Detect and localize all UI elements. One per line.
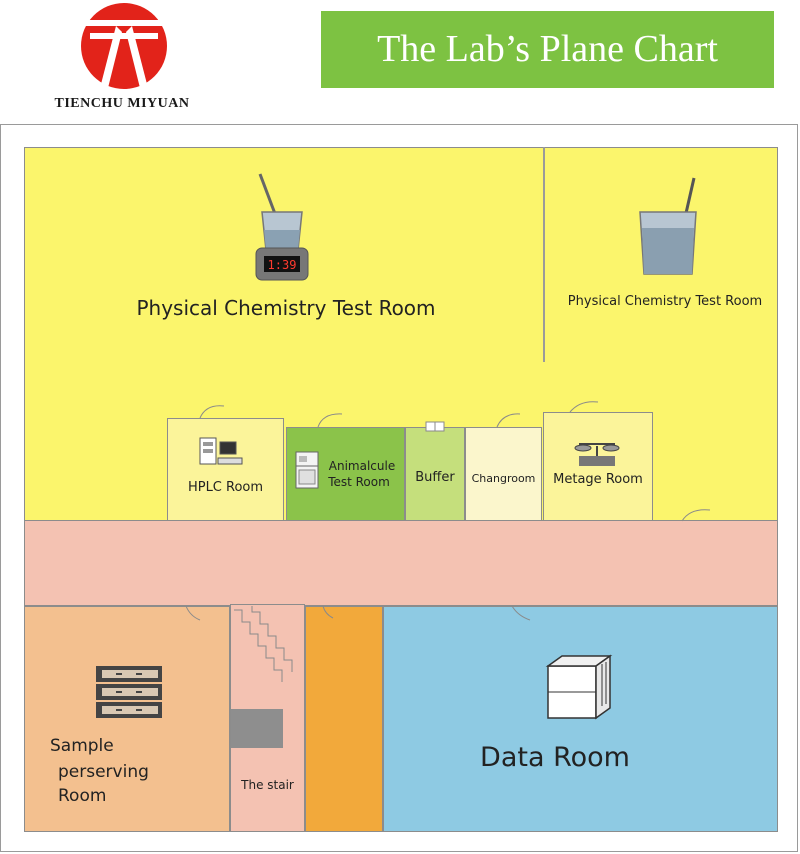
label-physical-chemistry-main: Physical Chemistry Test Room bbox=[136, 296, 436, 320]
storage-cabinet-icon bbox=[94, 664, 164, 720]
label-stair: The stair bbox=[241, 778, 294, 792]
incubator-icon bbox=[294, 450, 320, 490]
label-hplc-room: HPLC Room bbox=[187, 480, 264, 495]
stirrer-display: 1:39 bbox=[267, 258, 297, 272]
label-buffer: Buffer bbox=[415, 470, 455, 485]
label-animalcule-line1: Animalcule bbox=[328, 459, 396, 473]
label-sample-line3: Room bbox=[58, 786, 107, 806]
label-physical-chemistry-right: Physical Chemistry Test Room bbox=[567, 294, 763, 309]
label-sample-line1: Sample bbox=[50, 736, 114, 756]
logo-text: TIENCHU MIYUAN bbox=[54, 96, 190, 111]
beaker-icon bbox=[636, 176, 700, 276]
label-data-room: Data Room bbox=[480, 742, 630, 773]
magnetic-stirrer-icon bbox=[250, 172, 314, 284]
balance-scale-icon bbox=[573, 440, 621, 468]
label-animalcule-line2: Test Room bbox=[328, 475, 390, 489]
filing-cabinet-icon bbox=[542, 654, 614, 720]
label-sample-line2: perserving bbox=[58, 762, 149, 782]
page-title: The Lab’s Plane Chart bbox=[377, 28, 718, 70]
label-changroom: Changroom bbox=[471, 472, 536, 485]
label-metage-room: Metage Room bbox=[553, 472, 643, 487]
hplc-instrument-icon bbox=[198, 436, 244, 466]
